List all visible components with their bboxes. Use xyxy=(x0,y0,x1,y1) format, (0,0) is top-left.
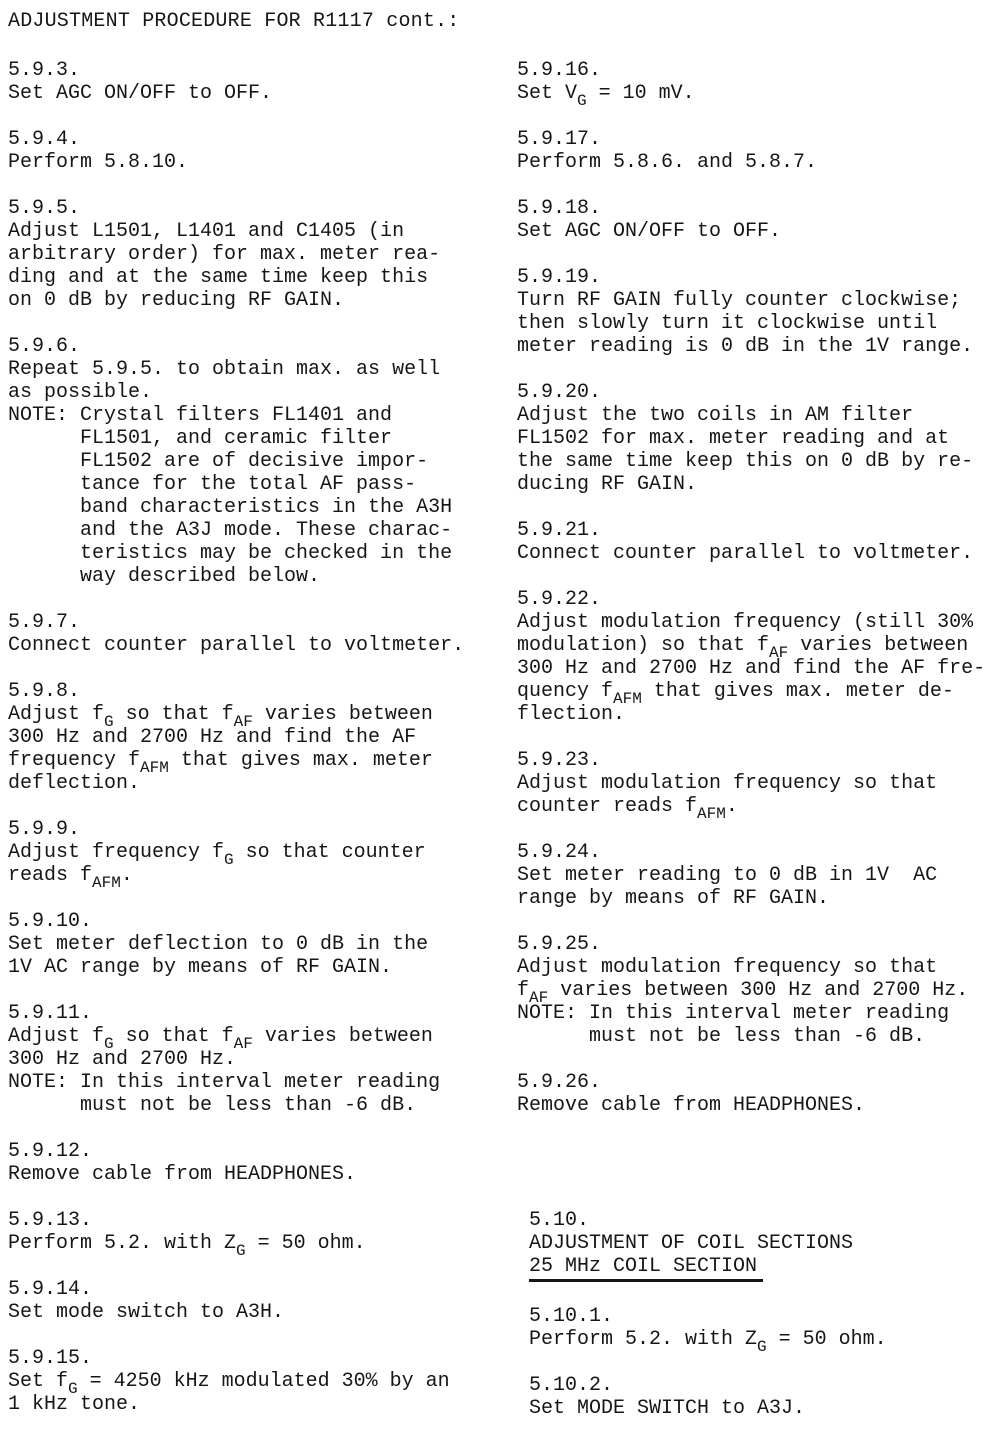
section-5-9-20 xyxy=(517,381,1005,496)
subscript: G xyxy=(757,1338,767,1356)
section-5-9-5 xyxy=(8,197,495,312)
section-line: 1V AC range by means of RF GAIN. xyxy=(8,956,393,979)
section-number: 5.9.19. xyxy=(517,266,602,289)
section-number: 5.10.1. xyxy=(529,1305,614,1328)
column-left xyxy=(8,59,495,1420)
section-line: NOTE: In this interval meter reading xyxy=(8,1071,441,1094)
section-line: Adjust modulation frequency so that xyxy=(517,956,938,979)
section-line: 300 Hz and 2700 Hz. xyxy=(8,1048,237,1071)
section-line: Perform 5.2. with $Z_G = 50$ ohm. xyxy=(8,1232,366,1260)
section-line: must not be less than -6 dB. xyxy=(517,1025,926,1048)
section-line: teristics may be checked in the xyxy=(8,542,453,565)
section-line: ding and at the same time keep this xyxy=(8,266,429,289)
section-number: 5.9.25. xyxy=(517,933,602,956)
section-line: Set meter deflection to 0 dB in the xyxy=(8,933,429,956)
section-5-9-18 xyxy=(517,197,1005,243)
section-line: Turn RF GAIN fully counter clockwise; xyxy=(517,289,962,312)
section-line: must not be less than -6 dB. xyxy=(8,1094,417,1117)
section-5-9-13 xyxy=(8,1209,495,1260)
section-line: Set AGC ON/OFF to OFF. xyxy=(8,82,273,105)
section-line: Adjust frequency $f_G$ so that counter xyxy=(8,841,426,869)
section-5-9-19 xyxy=(517,266,1005,358)
subscript: G xyxy=(104,1035,114,1053)
section-line: FL1502 for max. meter reading and at xyxy=(517,427,950,450)
section-line: Set $V_G = 10$ mV. xyxy=(517,82,695,110)
section-line: range by means of RF GAIN. xyxy=(517,887,830,910)
section-line: Adjust $f_G$ so that $f_{AF}$ varies between xyxy=(8,703,433,731)
section-line: band characteristics in the A3H xyxy=(8,496,453,519)
section-number: 5.9.11. xyxy=(8,1002,93,1025)
section-line: way described below. xyxy=(8,565,321,588)
section-number: 5.9.3. xyxy=(8,59,81,82)
section-number: 5.9.10. xyxy=(8,910,93,933)
section-5-10-1 xyxy=(529,1305,1005,1356)
section-line: Adjust the two coils in AM filter xyxy=(517,404,914,427)
section-line: Set meter reading to 0 dB in 1V AC xyxy=(517,864,938,887)
section-line: quency $f_{AFM}$ that gives max. meter de- xyxy=(517,680,954,708)
section-line: Adjust $f_G$ so that $f_{AF}$ varies between xyxy=(8,1025,433,1053)
section-line: Connect counter parallel to voltmeter. xyxy=(8,634,465,657)
section-5-9-15 xyxy=(8,1347,495,1416)
section-line: Set mode switch to A3H. xyxy=(8,1301,285,1324)
section-number: 5.9.14. xyxy=(8,1278,93,1301)
section-line: FL1501, and ceramic filter xyxy=(8,427,393,450)
section-line: flection. xyxy=(517,703,626,726)
section-5-9-17 xyxy=(517,128,1005,174)
section-line: NOTE: Crystal filters FL1401 and xyxy=(8,404,393,427)
section-number: 5.9.20. xyxy=(517,381,602,404)
section-line: meter reading is 0 dB in the 1V range. xyxy=(517,335,974,358)
section-5-9-8 xyxy=(8,680,495,795)
subscript: AF xyxy=(769,644,789,662)
subscript: G xyxy=(577,92,587,110)
section-5-9-4 xyxy=(8,128,495,174)
section-number: 5.9.24. xyxy=(517,841,602,864)
section-line: 300 Hz and 2700 Hz and find the AF fre- xyxy=(517,657,986,680)
section-number: 5.10.2. xyxy=(529,1374,614,1397)
section-5-10 xyxy=(529,1209,1005,1282)
section-number: 5.9.12. xyxy=(8,1140,93,1163)
subscript: AFM xyxy=(140,759,169,777)
subscript: AFM xyxy=(697,805,726,823)
section-line: Set MODE SWITCH to A3J. xyxy=(529,1397,806,1420)
section-5-9-11 xyxy=(8,1002,495,1117)
section-line: as possible. xyxy=(8,381,153,404)
section-line: $f_{AF}$ varies between 300 Hz and 2700 Hz. xyxy=(517,979,969,1007)
section-line: modulation) so that $f_{AF}$ varies between xyxy=(517,634,969,662)
section-line: the same time keep this on 0 dB by re- xyxy=(517,450,974,473)
underlined-heading: 25 MHz COIL SECTION xyxy=(529,1255,763,1282)
section-5-9-22 xyxy=(517,588,1005,726)
section-5-9-23 xyxy=(517,749,1005,823)
section-line: counter reads $f_{AFM}$. xyxy=(517,795,738,823)
section-5-9-7 xyxy=(8,611,495,657)
subscript: AFM xyxy=(613,690,642,708)
section-number: 5.9.23. xyxy=(517,749,602,772)
section-number: 5.9.26. xyxy=(517,1071,602,1094)
section-line: Perform 5.2. with $Z_G = 50$ ohm. xyxy=(529,1328,887,1356)
section-line: Remove cable from HEADPHONES. xyxy=(517,1094,866,1117)
subscript: AF xyxy=(233,713,253,731)
section-number: 5.9.13. xyxy=(8,1209,93,1232)
section-5-9-6 xyxy=(8,335,495,588)
section-line: Perform 5.8.6. and 5.8.7. xyxy=(517,151,818,174)
section-number: 5.9.22. xyxy=(517,588,602,611)
column-right xyxy=(517,59,1005,1420)
section-line: 300 Hz and 2700 Hz and find the AF xyxy=(8,726,417,749)
section-line: Adjust modulation frequency so that xyxy=(517,772,938,795)
section-line: Perform 5.8.10. xyxy=(8,151,189,174)
section-line: on 0 dB by reducing RF GAIN. xyxy=(8,289,345,312)
section-5-9-14 xyxy=(8,1278,495,1324)
section-number: 5.9.7. xyxy=(8,611,81,634)
subscript: G xyxy=(224,851,234,869)
section-number: 5.9.4. xyxy=(8,128,81,151)
subscript: G xyxy=(104,713,114,731)
section-5-9-26 xyxy=(517,1071,1005,1117)
section-line: arbitrary order) for max. meter rea- xyxy=(8,243,441,266)
section-line: Connect counter parallel to voltmeter. xyxy=(517,542,974,565)
section-line: NOTE: In this interval meter reading xyxy=(517,1002,950,1025)
section-number: 5.10. xyxy=(529,1209,590,1232)
section-line: 1 kHz tone. xyxy=(8,1393,141,1416)
section-5-9-9 xyxy=(8,818,495,892)
subscript: AF xyxy=(529,989,549,1007)
section-5-10-2 xyxy=(529,1374,1005,1420)
section-line: Remove cable from HEADPHONES. xyxy=(8,1163,357,1186)
section-5-9-3 xyxy=(8,59,495,105)
section-line: FL1502 are of decisive impor- xyxy=(8,450,429,473)
section-line: tance for the total AF pass- xyxy=(8,473,417,496)
section-line: Set AGC ON/OFF to OFF. xyxy=(517,220,782,243)
page-title: ADJUSTMENT PROCEDURE FOR R1117 cont.: xyxy=(8,10,460,33)
section-number: 5.9.16. xyxy=(517,59,602,82)
section-number: 5.9.9. xyxy=(8,818,81,841)
section-5-9-10 xyxy=(8,910,495,979)
section-line: reads $f_{AFM}$. xyxy=(8,864,133,892)
section-number: 5.9.15. xyxy=(8,1347,93,1370)
subscript: AFM xyxy=(92,874,121,892)
subscript: G xyxy=(68,1380,78,1398)
section-line: deflection. xyxy=(8,772,141,795)
section-line: Adjust L1501, L1401 and C1405 (in xyxy=(8,220,405,243)
section-line: Adjust modulation frequency (still 30% xyxy=(517,611,974,634)
section-number: 5.9.6. xyxy=(8,335,81,358)
section-line: ducing RF GAIN. xyxy=(517,473,698,496)
subscript: AF xyxy=(233,1035,253,1053)
section-number: 5.9.18. xyxy=(517,197,602,220)
section-line: Set $f_G = 4250$ kHz modulated 30% by an xyxy=(8,1370,450,1398)
section-number: 5.9.8. xyxy=(8,680,81,703)
section-number: 5.9.21. xyxy=(517,519,602,542)
section-5-9-25 xyxy=(517,933,1005,1048)
section-5-9-16 xyxy=(517,59,1005,110)
section-line: frequency $f_{AFM}$ that gives max. meter xyxy=(8,749,433,777)
section-line: ADJUSTMENT OF COIL SECTIONS xyxy=(529,1232,854,1255)
section-line: and the A3J mode. These charac- xyxy=(8,519,453,542)
subscript: G xyxy=(236,1242,246,1260)
section-5-9-21 xyxy=(517,519,1005,565)
section-5-9-24 xyxy=(517,841,1005,910)
section-number: 5.9.5. xyxy=(8,197,81,220)
section-line xyxy=(529,1255,1005,1282)
section-line: Repeat 5.9.5. to obtain max. as well xyxy=(8,358,441,381)
section-number: 5.9.17. xyxy=(517,128,602,151)
two-column-body xyxy=(8,59,995,1420)
section-5-9-12 xyxy=(8,1140,495,1186)
section-line: then slowly turn it clockwise until xyxy=(517,312,938,335)
